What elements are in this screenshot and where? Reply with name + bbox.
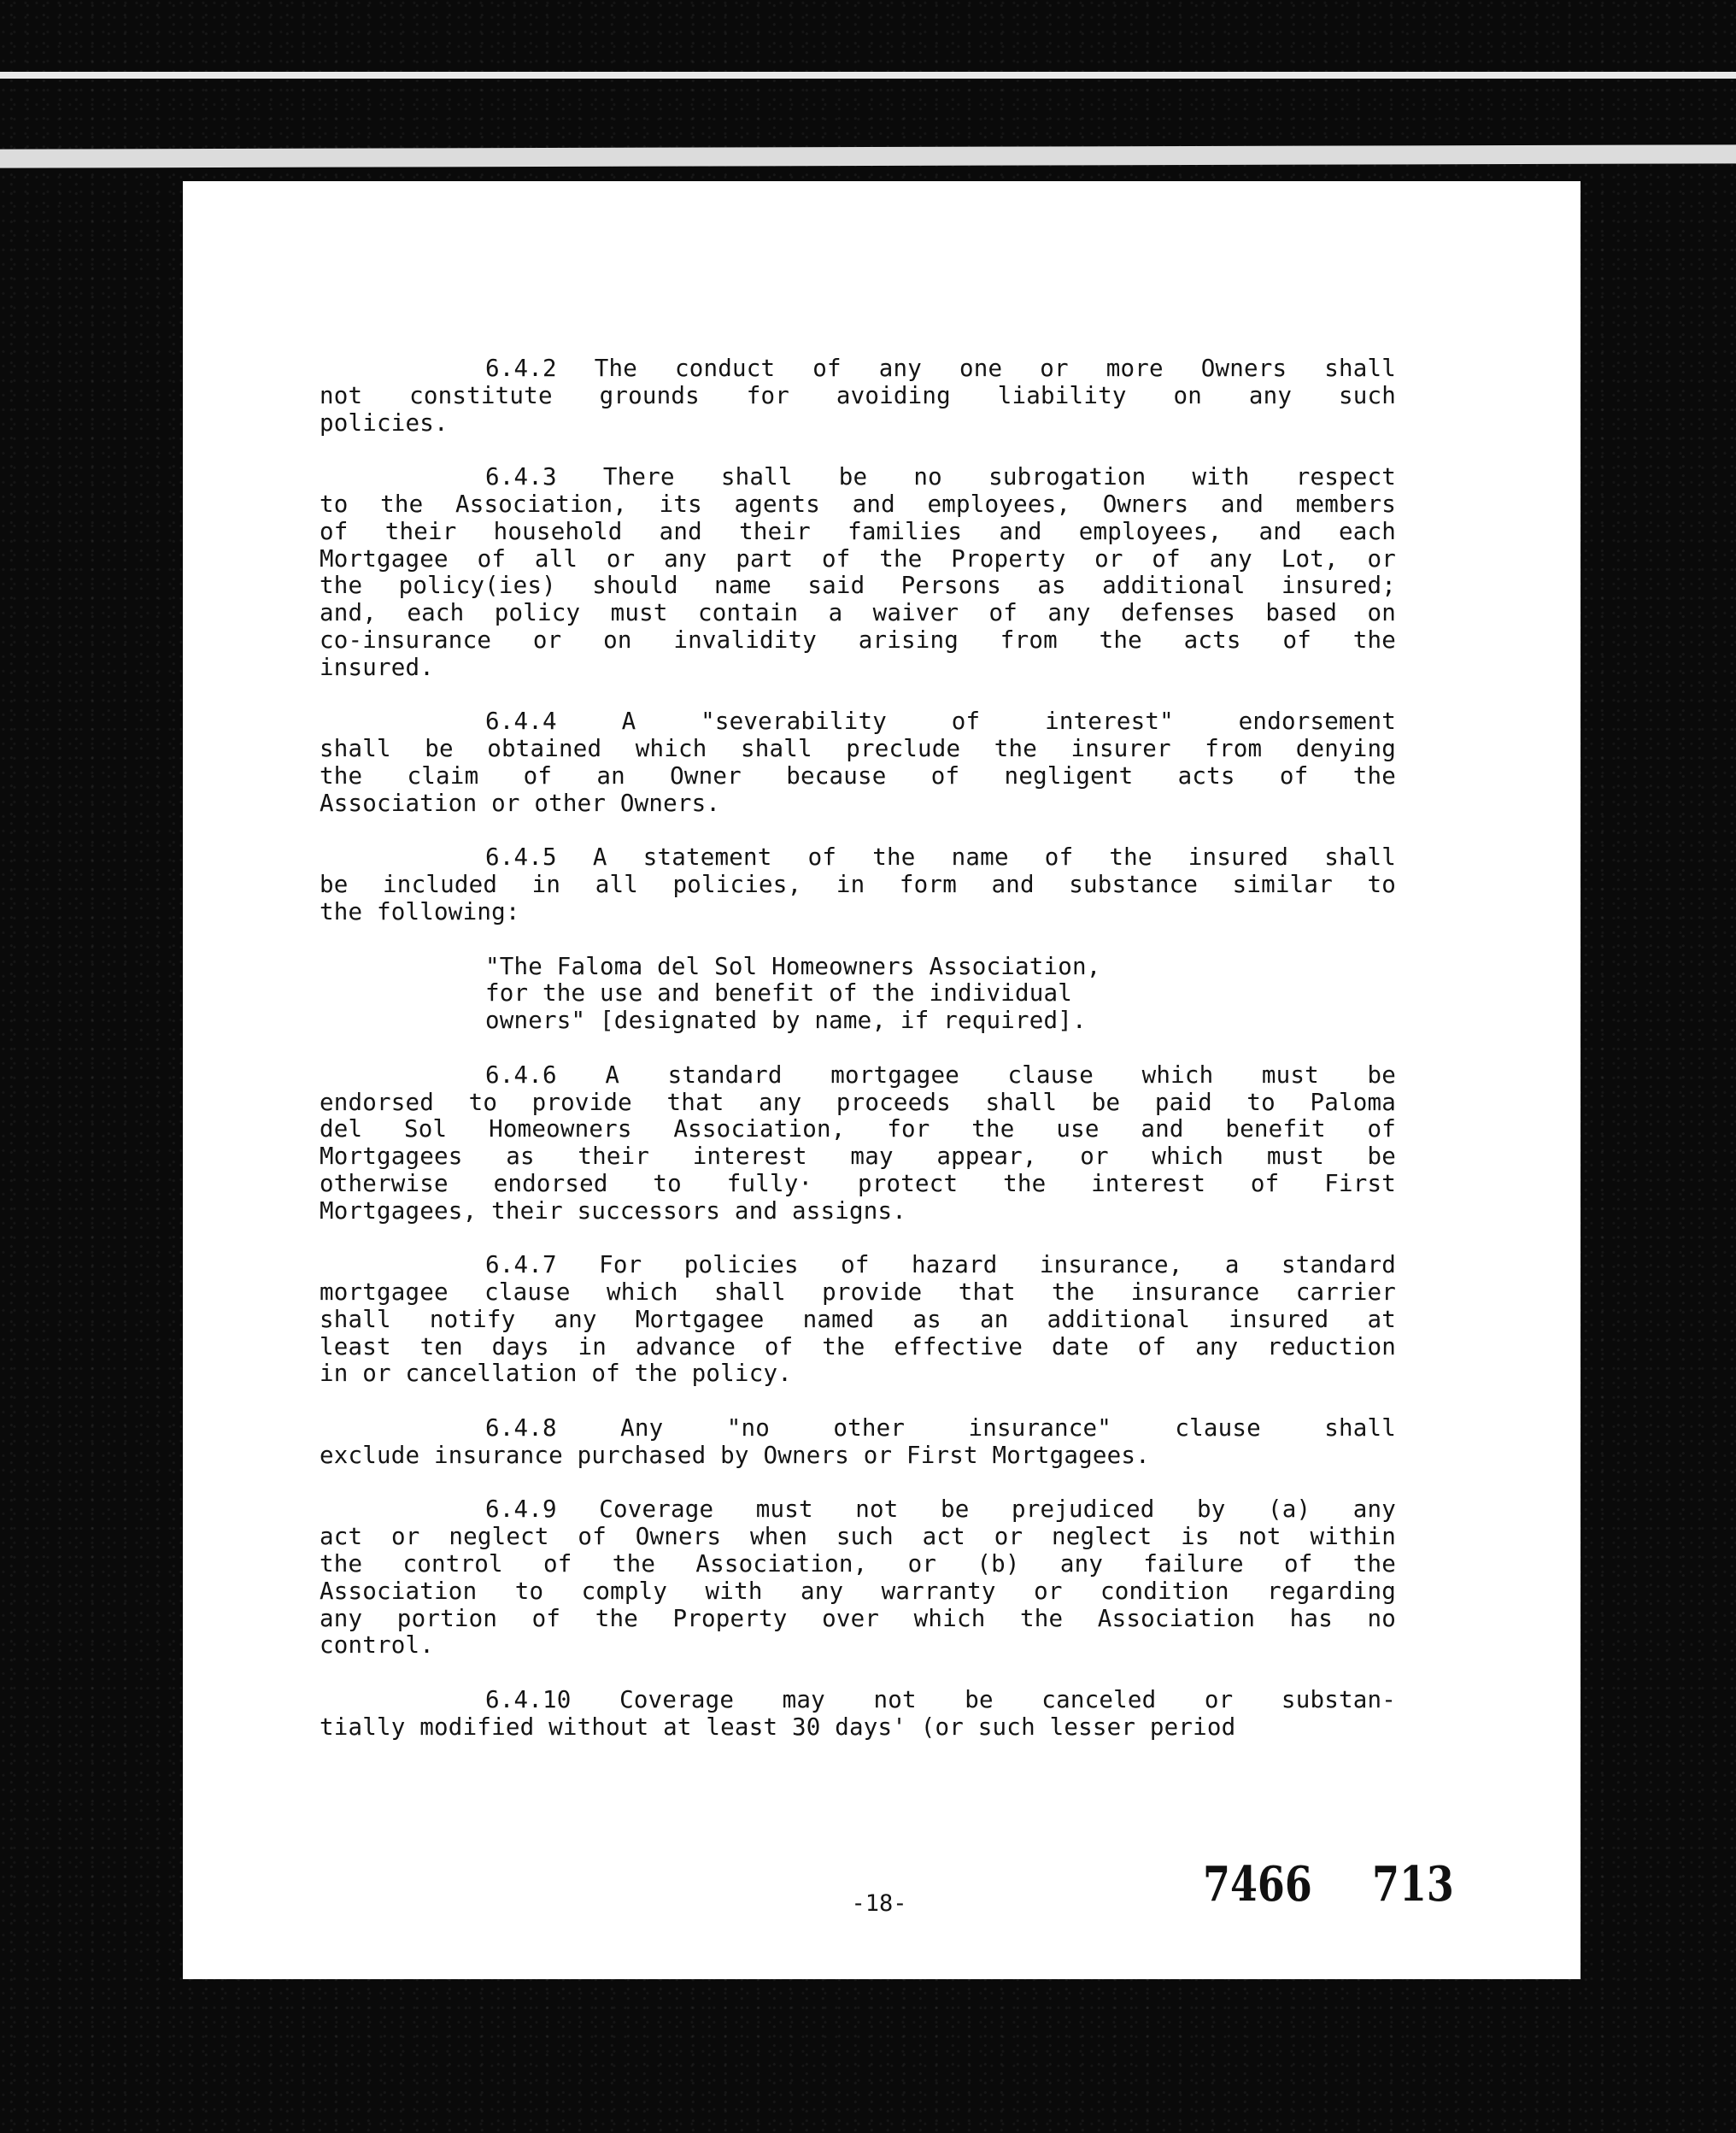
recording-book-stamp: 7466 (1203, 1856, 1312, 1913)
quote-line: "The Faloma del Sol Homeowners Association, (485, 952, 1101, 980)
text-line: to the Association, its agents and employees, Owners and members (320, 490, 1396, 518)
document-body (320, 356, 1396, 1768)
text-line: shall notify any Mortgagee named as an additional insured at (320, 1305, 1396, 1333)
text-line: 6.4.2 The conduct of any one or more Owners shall (485, 355, 1396, 382)
text-line: del Sol Homeowners Association, for the use and benefit of (320, 1115, 1396, 1143)
text-line: 6.4.8 Any "no other insurance" clause shall (485, 1414, 1396, 1443)
paragraph-p647 (320, 1252, 1396, 1388)
text-line: 6.4.5 A statement of the name of the insured shall (485, 843, 1396, 872)
text-line: any portion of the Property over which the Association has no (320, 1604, 1396, 1632)
paragraph-p646 (320, 1062, 1396, 1225)
quote-line: for the use and benefit of the individual (485, 979, 1073, 1008)
text-line: be included in all policies, in form and substance similar to (320, 871, 1396, 899)
text-line: not constitute grounds for avoiding liability on any such (320, 381, 1396, 409)
text-line: in or cancellation of the policy. (320, 1360, 792, 1388)
text-line: shall be obtained which shall preclude the insurer from denying (320, 735, 1396, 763)
text-line: the policy(ies) should name said Persons as additional insured; (320, 572, 1396, 600)
paragraph-p648 (320, 1415, 1396, 1470)
quote-line: owners" [designated by name, if required]. (485, 1007, 1087, 1035)
paragraph-p649 (320, 1496, 1396, 1660)
document-page (183, 181, 1581, 1979)
text-line: act or neglect of Owners when such act or neglect is not within (320, 1523, 1396, 1551)
text-line: co-insurance or on invalidity arising from the acts of the (320, 626, 1396, 654)
text-line: control. (320, 1631, 435, 1660)
text-line: the following: (320, 897, 520, 925)
paragraph-p6410 (320, 1687, 1396, 1742)
text-line: least ten days in advance of the effective date of any reduction (320, 1332, 1396, 1360)
text-line: exclude insurance purchased by Owners or First Mortgagees. (320, 1441, 1150, 1469)
text-line: Association to comply with any warranty or condition regarding (320, 1577, 1396, 1605)
paragraph-p642 (320, 356, 1396, 437)
scan-edge-line (0, 72, 1736, 79)
text-line: otherwise endorsed to fully· protect the interest of First (320, 1169, 1396, 1197)
text-line: Association or other Owners. (320, 789, 721, 817)
text-line: insured. (320, 653, 435, 681)
recording-page-stamp: 713 (1372, 1856, 1454, 1913)
text-line: mortgagee clause which shall provide that the insurance carrier (320, 1278, 1396, 1307)
paragraph-p644 (320, 708, 1396, 817)
text-line: the claim of an Owner because of negligent acts of the (320, 761, 1396, 790)
text-line: 6.4.3 There shall be no subrogation with respect (485, 463, 1396, 491)
text-line: endorsed to provide that any proceeds shall be paid to Paloma (320, 1088, 1396, 1116)
paragraph-p643 (320, 464, 1396, 681)
text-line: 6.4.6 A standard mortgagee clause which must be (485, 1061, 1396, 1089)
text-line: the control of the Association, or (b) any failure of the (320, 1550, 1396, 1578)
text-line: 6.4.4 A "severability of interest" endorsement (485, 708, 1396, 736)
page-number: -18- (851, 1890, 907, 1917)
text-line: and, each policy must contain a waiver of any defenses based on (320, 599, 1396, 627)
text-line: tially modified without at least 30 days' (or such lesser period (320, 1713, 1236, 1741)
paragraph-p645 (320, 844, 1396, 925)
text-line: Mortgagee of all or any part of the Property or of any Lot, or (320, 544, 1396, 573)
text-line: Mortgagees, their successors and assigns. (320, 1196, 907, 1225)
insured-name-quote (320, 954, 1396, 1035)
text-line: Mortgagees as their interest may appear, or which must be (320, 1143, 1396, 1171)
text-line: of their household and their families and employees, and each (320, 517, 1396, 545)
text-line: 6.4.10 Coverage may not be canceled or substan- (485, 1686, 1396, 1714)
text-line: 6.4.9 Coverage must not be prejudiced by (a) any (485, 1495, 1396, 1524)
text-line: policies. (320, 408, 449, 437)
text-line: 6.4.7 For policies of hazard insurance, a standard (485, 1251, 1396, 1279)
